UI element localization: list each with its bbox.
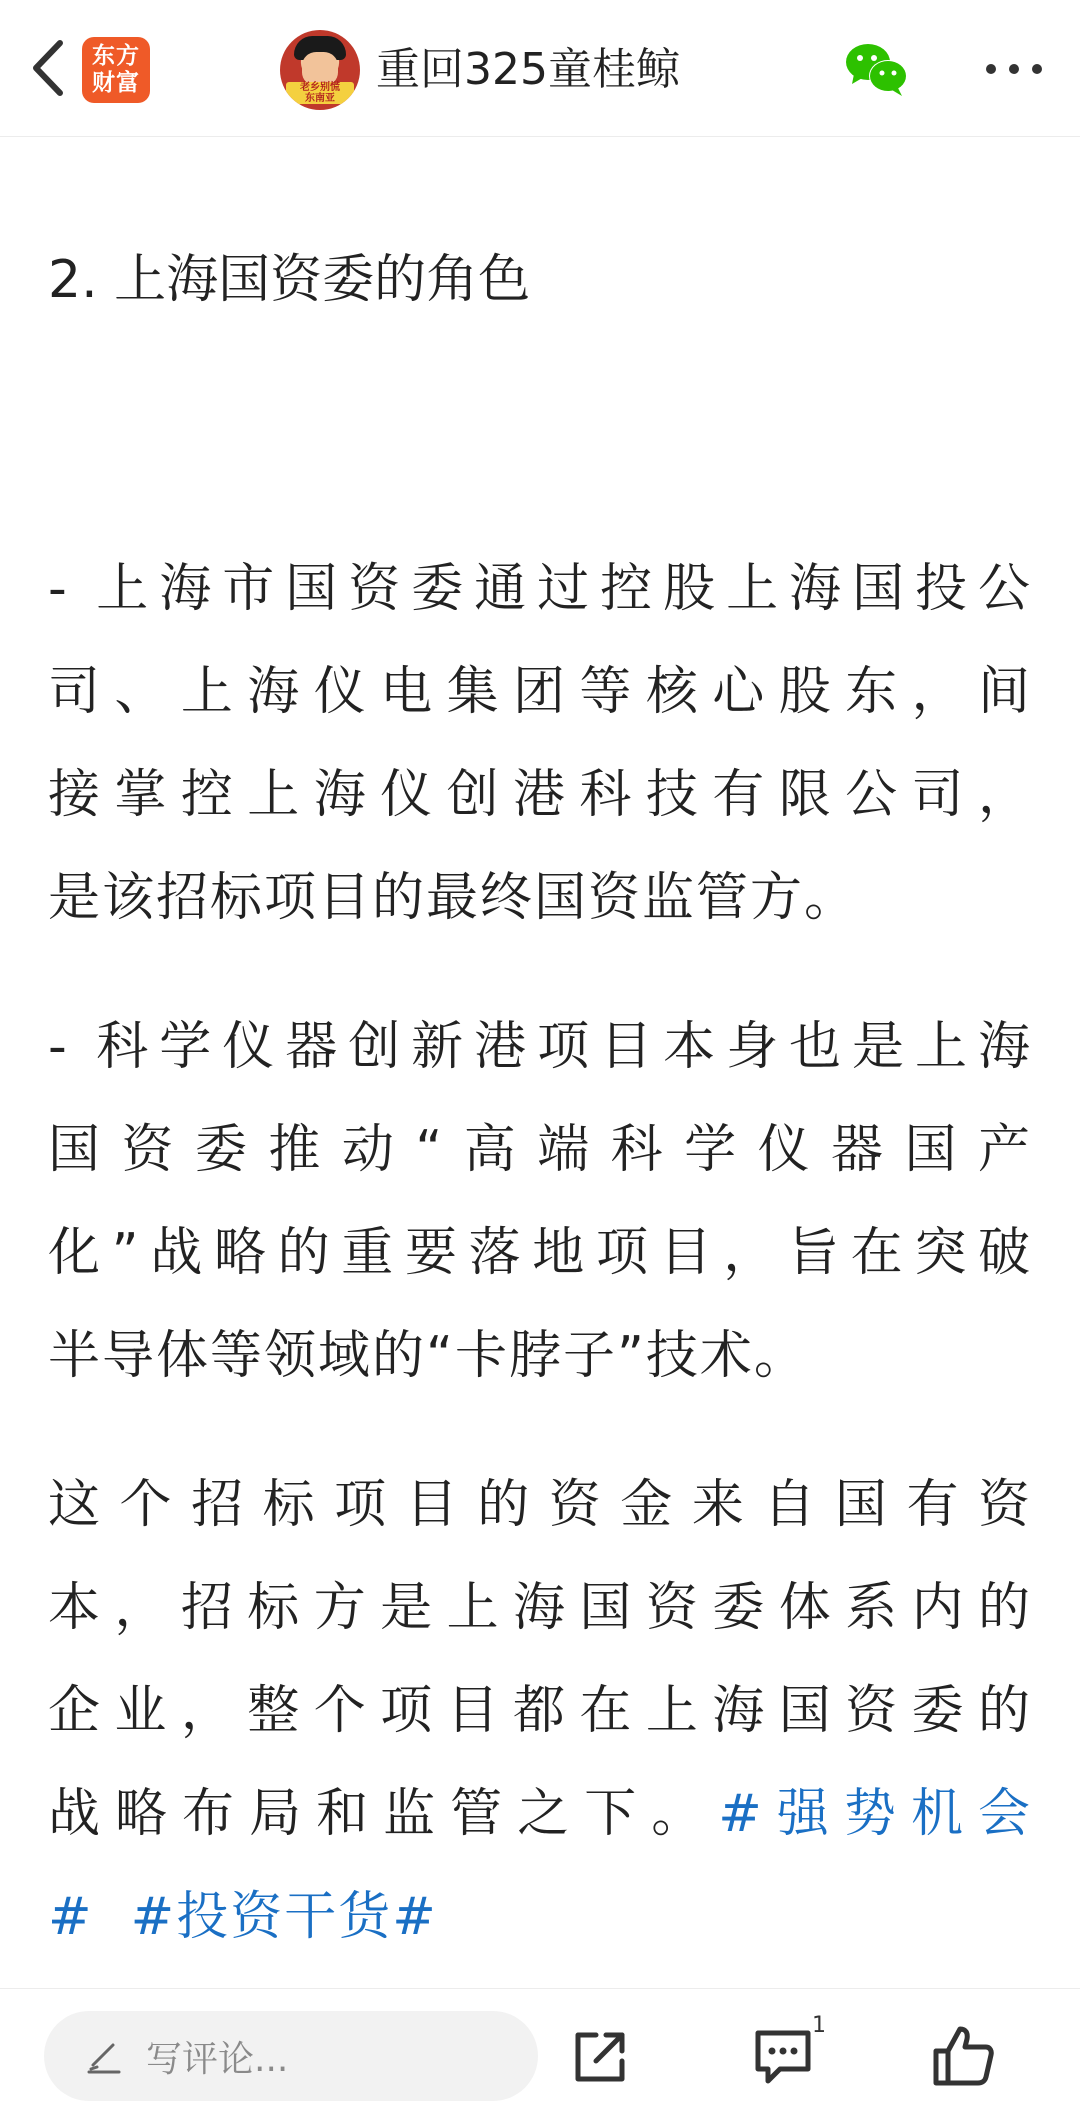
hashtag-line: [48, 1866, 1032, 1969]
section-title: 2. 上海国资委的角色: [48, 250, 531, 310]
paragraph-line: - 科学仪器创新港项目本身也是上海: [48, 1017, 1032, 1077]
paragraph-line: 企业，整个项目都在上海国资委的: [48, 1681, 1032, 1741]
comment-input[interactable]: [44, 2011, 538, 2101]
comment-placeholder: 写评论...: [146, 2038, 289, 2080]
paragraph-line: 这个招标项目的资金来自国有资: [48, 1475, 1032, 1535]
comment-count-badge: 1: [812, 2013, 826, 2038]
app-logo-line1: 东方: [92, 43, 140, 69]
paragraph-line-text: 战略布局和监管之下。: [48, 1784, 719, 1844]
chevron-left-icon: [30, 39, 66, 97]
paragraph-2: [48, 996, 1032, 1408]
bottom-action-bar: [0, 1988, 1080, 2125]
paragraph-line: 本，招标方是上海国资委体系内的: [48, 1578, 1032, 1638]
like-button[interactable]: [930, 2023, 996, 2089]
share-button[interactable]: [568, 2025, 632, 2089]
wechat-share-button[interactable]: [844, 40, 910, 98]
account-name[interactable]: 重回325童桂鲸: [376, 44, 680, 95]
thumbs-up-icon: [930, 2023, 996, 2089]
paragraph-line: 司、上海仪电集团等核心股东，间: [48, 662, 1032, 722]
more-dots-icon: [984, 62, 1044, 76]
paragraph-line: - 上海市国资委通过控股上海国投公: [48, 559, 1032, 619]
hashtag-link[interactable]: #: [48, 1887, 94, 1947]
author-avatar[interactable]: 老乡别慌 东南亚: [280, 30, 360, 110]
paragraph-line: 接掌控上海仪创港科技有限公司，: [48, 765, 1032, 825]
app-logo[interactable]: [82, 37, 150, 103]
back-button[interactable]: [18, 36, 78, 100]
top-nav-bar: [0, 0, 1080, 137]
share-icon: [568, 2025, 632, 2089]
pen-icon: [84, 2036, 124, 2076]
paragraph-line-with-hashtag: [48, 1763, 1032, 1866]
comment-icon: [750, 2025, 816, 2089]
paragraph-line: 化”战略的重要落地项目，旨在突破: [48, 1223, 1032, 1283]
hashtag-link[interactable]: #强势机会: [718, 1784, 1032, 1844]
paragraph-1: [48, 538, 1032, 950]
app-logo-line2: 财富: [92, 70, 140, 96]
wechat-icon: [844, 40, 910, 98]
paragraph-3: [48, 1454, 1032, 1969]
paragraph-line: 半导体等领域的“卡脖子”技术。: [48, 1326, 808, 1386]
paragraph-line: 国资委推动“高端科学仪器国产: [48, 1120, 1032, 1180]
comments-button[interactable]: [750, 2025, 820, 2089]
hashtag-link[interactable]: #投资干货#: [130, 1887, 438, 1947]
paragraph-line: 是该招标项目的最终国资监管方。: [48, 868, 859, 928]
more-options-button[interactable]: [968, 44, 1060, 94]
